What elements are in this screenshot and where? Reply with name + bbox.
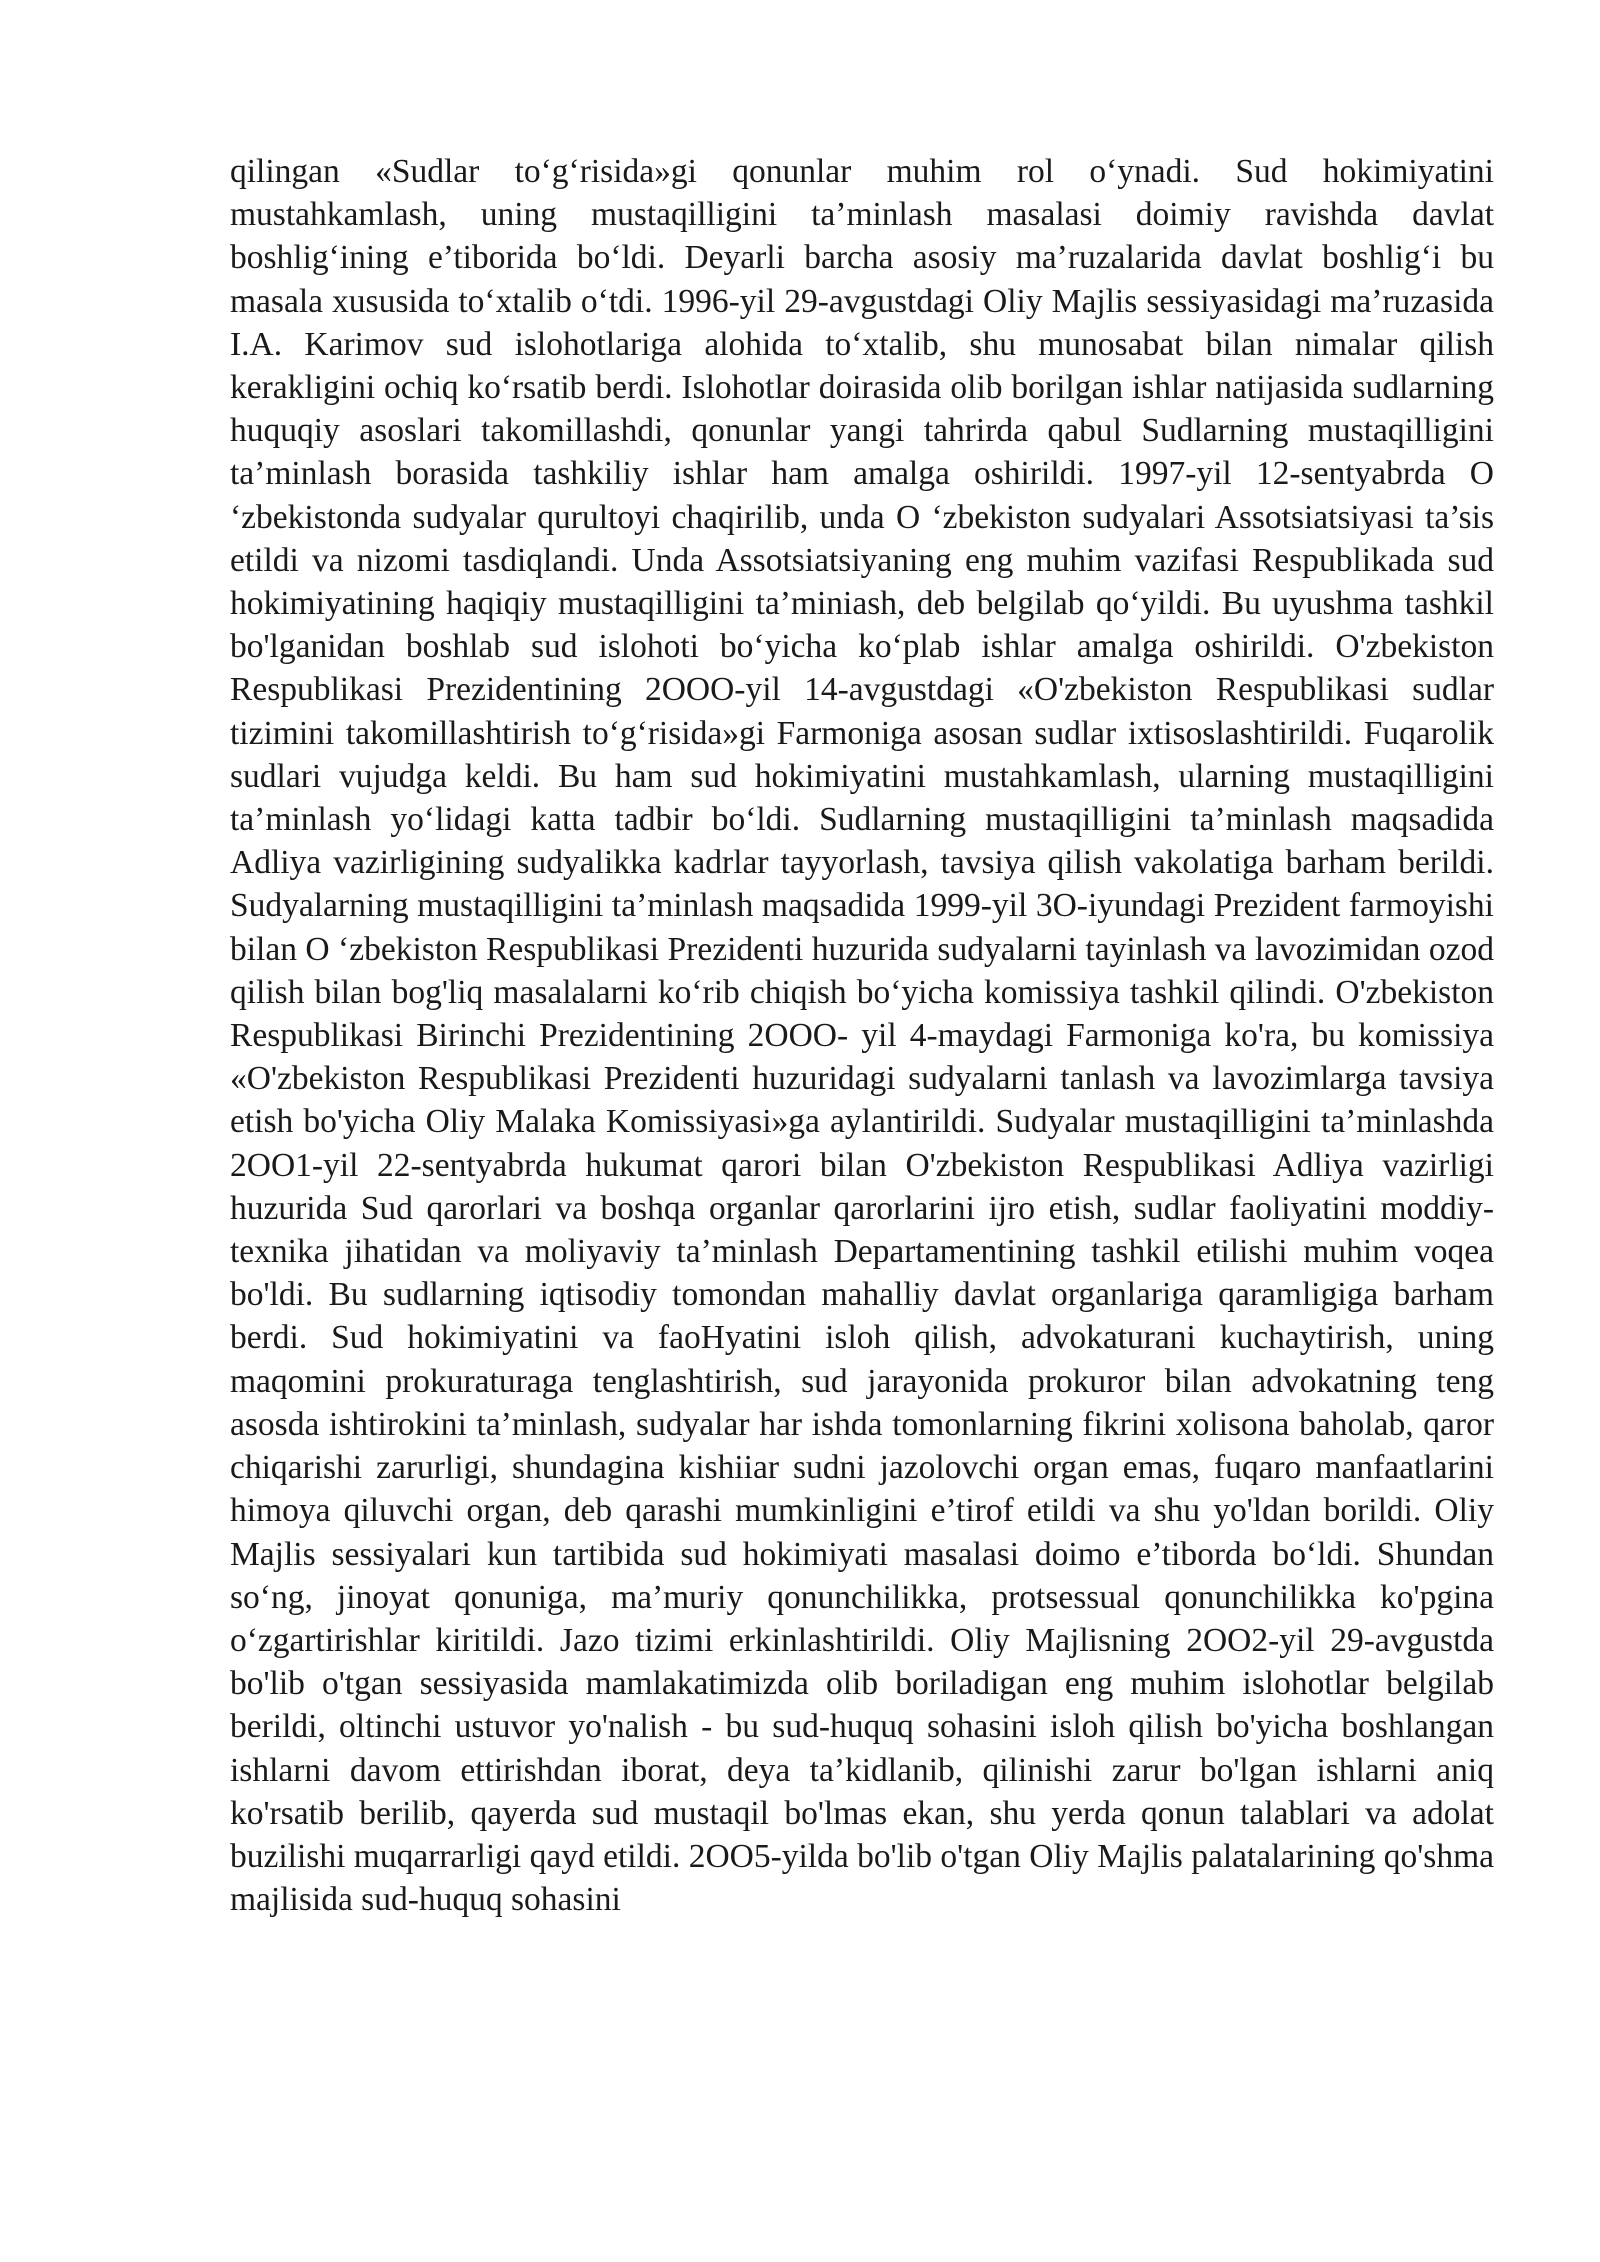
body-paragraph: qilingan «Sudlar to‘g‘risida»gi qonunlar muhim rol o‘ynadi. Sud hokimiyatini mustahkamlash, uning mustaqilligini ta’minlash masalasi doimiy ravishda davlat boshlig‘ining e’tiborida bo‘ldi. Deyarli barcha asosiy ma’ruzalarida davlat boshlig‘i bu masala xususida to‘xtalib o‘tdi. 1996-yil 29-avgustdagi Oliy Majlis sessiyasidagi ma’ruzasida I.A. Karimov sud islohotlariga alohida to‘xtalib, shu munosabat bilan nimalar qilish kerakligini ochiq ko‘rsatib berdi. Islohotlar doirasida olib borilgan ishlar natijasida sudlarning huquqiy asoslari takomillashdi, qonunlar yangi tahrirda qabul Sudlarning mustaqilligini ta’minlash borasida tashkiliy ishlar ham amalga oshirildi. 1997-yil 12-sentyabrda O ‘zbekistonda sudyalar qurultoyi chaqirilib, unda O ‘zbekiston sudyalari Assotsiatsiyasi ta’sis etildi va nizomi tasdiqlandi. Unda Assotsiatsiyaning eng muhim vazifasi Respublikada sud hokimiyatining haqiqiy mustaqilligini ta’miniash, deb belgilab qo‘yildi. Bu uyushma tashkil bo'lganidan boshlab sud islohoti bo‘yicha ko‘plab ishlar amalga oshirildi. O'zbekiston Respublikasi Prezidentining 2OOO-yil 14-avgustdagi «O'zbekiston Respublikasi sudlar tizimini takomillashtirish to‘g‘risida»gi Farmoniga asosan sudlar ixtisoslashtirildi. Fuqarolik sudlari vujudga keldi. Bu ham sud hokimiyatini mustahkamlash, ularning mustaqilligini ta’minlash yo‘lidagi katta tadbir bo‘ldi. Sudlarning mustaqilligini ta’minlash maqsadida Adliya vazirligining sudyalikka kadrlar tayyorlash, tavsiya qilish vakolatiga barham berildi. Sudyalarning mustaqilligini ta’minlash maqsadida 1999-yil 3O-iyundagi Prezident farmoyishi bilan O ‘zbekiston Respublikasi Prezidenti huzurida sudyalarni tayinlash va lavozimidan ozod qilish bilan bog'liq masalalarni ko‘rib chiqish bo‘yicha komissiya tashkil qilindi. O'zbekiston Respublikasi Birinchi Prezidentining 2OOO- yil 4-maydagi Farmoniga ko'ra, bu komissiya «O'zbekiston Respublikasi Prezidenti huzuridagi sudyalarni tanlash va lavozimlarga tavsiya etish bo'yicha Oliy Malaka Komissiyasi»ga aylantirildi. Sudyalar mustaqilligini ta’minlashda 2OO1-yil 22-sentyabrda hukumat qarori bilan O'zbekiston Respublikasi Adliya vazirligi huzurida Sud qarorlari va boshqa organlar qarorlarini ijro etish, sudlar faoliyatini moddiy-texnika jihatidan va moliyaviy ta’minlash Departamentining tashkil etilishi muhim voqea bo'ldi. Bu sudlarning iqtisodiy tomondan mahalliy davlat organlariga qaramligiga barham berdi. Sud hokimiyatini va faoHyatini isloh qilish, advokaturani kuchaytirish, uning maqomini prokuraturaga tenglashtirish, sud jarayonida prokuror bilan advokatning teng asosda ishtirokini ta’minlash, sudyalar har ishda tomonlarning fikrini xolisona baholab, qaror chiqarishi zarurligi, shundagina kishiiar sudni jazolovchi organ emas, fuqaro manfaatlarini himoya qiluvchi organ, deb qarashi mumkinligini e’tirof etildi va shu yo'ldan borildi. Oliy Majlis sessiyalari kun tartibida sud hokimiyati masalasi doimo e’tiborda bo‘ldi. Shundan so‘ng, jinoyat qonuniga, ma’muriy qonunchilikka, protsessual qonunchilikka ko'pgina o‘zgartirishlar kiritildi. Jazo tizimi erkinlashtirildi. Oliy Majlisning 2OO2-yil 29-avgustda bo'lib o'tgan sessiyasida mamlakatimizda olib boriladigan eng muhim islohotlar belgilab berildi, oltinchi ustuvor yo'nalish - bu sud-huquq sohasini isloh qilish bo'yicha boshlangan ishlarni davom ettirishdan iborat, deya ta’kidlanib, qilinishi zarur bo'lgan ishlarni aniq ko'rsatib berilib, qayerda sud mustaqil bo'lmas ekan, shu yerda qonun talablari va adolat buzilishi muqarrarligi qayd etildi. 2OO5-yilda bo'lib o'tgan Oliy Majlis palatalarining qo'shma majlisida sud-huquq sohasini bbox=[230, 153, 1494, 1919]
